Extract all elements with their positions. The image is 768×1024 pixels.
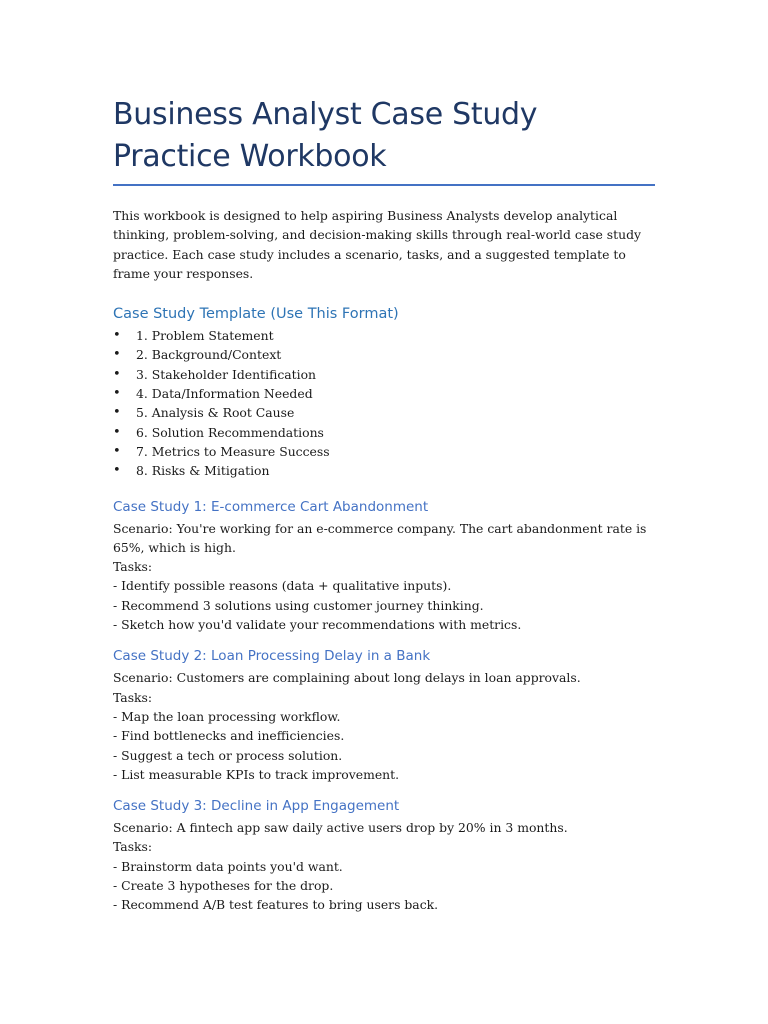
list-item: • 4. Data/Information Needed [113, 384, 655, 403]
case-study-3 [113, 796, 655, 914]
list-item: • 7. Metrics to Measure Success [113, 442, 655, 461]
case-study-1-tasks-label: Tasks: [113, 559, 153, 575]
list-item: • 5. Analysis & Root Cause [113, 403, 655, 422]
list-item: • 3. Stakeholder Identification [113, 365, 655, 384]
case-study-1 [113, 497, 655, 635]
bullet-icon: • [113, 424, 121, 440]
document-page [113, 94, 655, 927]
task-line: - Suggest a tech or process solution. [113, 747, 343, 763]
list-item: • 6. Solution Recommendations [113, 423, 655, 442]
task-line: - Find bottlenecks and inefficiencies. [113, 728, 345, 744]
bullet-icon: • [113, 463, 121, 479]
task-line: - Map the loan processing workflow. [113, 708, 341, 724]
bullet-icon: • [113, 443, 121, 459]
case-study-3-heading: Case Study 3: Decline in App Engagement [113, 798, 400, 815]
list-item: • 1. Problem Statement [113, 326, 655, 345]
bullet-icon: • [113, 366, 121, 382]
case-study-3-scenario: Scenario: A fintech app saw daily active users drop by 20% in 3 months. [113, 820, 568, 836]
bullet-icon: • [113, 405, 121, 421]
title-divider [113, 184, 655, 186]
case-study-2 [113, 646, 655, 784]
bullet-icon: • [113, 386, 121, 402]
bullet-icon: • [113, 347, 121, 363]
list-item: • 2. Background/Context [113, 345, 655, 364]
task-line: - List measurable KPIs to track improvement. [113, 766, 400, 782]
case-study-2-heading: Case Study 2: Loan Processing Delay in a Bank [113, 648, 431, 665]
case-study-2-tasks-label: Tasks: [113, 689, 153, 705]
task-line: - Create 3 hypotheses for the drop. [113, 878, 334, 894]
case-study-3-tasks-label: Tasks: [113, 839, 153, 855]
bullet-icon: • [113, 328, 121, 344]
template-list [113, 326, 655, 480]
list-item: • 8. Risks & Mitigation [113, 461, 655, 480]
task-line: - Brainstorm data points you'd want. [113, 858, 343, 874]
task-line: - Recommend A/B test features to bring users back. [113, 897, 439, 913]
case-study-1-scenario: Scenario: You're working for an e-commerce company. The cart abandonment rate is 65%, which is high. [113, 520, 647, 555]
task-line: - Sketch how you'd validate your recommendations with metrics. [113, 617, 522, 633]
case-study-2-scenario: Scenario: Customers are complaining about long delays in loan approvals. [113, 670, 581, 686]
document-title: Business Analyst Case Study Practice Workbook [113, 97, 538, 174]
task-line: - Identify possible reasons (data + qualitative inputs). [113, 578, 452, 594]
template-heading: Case Study Template (Use This Format) [113, 306, 399, 323]
case-study-1-heading: Case Study 1: E-commerce Cart Abandonment [113, 498, 429, 515]
intro-paragraph: This workbook is designed to help aspiring Business Analysts develop analytical thinking, problem-solving, and decision-making skills through real-world case study practice. Each case study includes a scenario, tasks, and a suggested template to frame your responses. [113, 208, 642, 281]
task-line: - Recommend 3 solutions using customer journey thinking. [113, 597, 484, 613]
